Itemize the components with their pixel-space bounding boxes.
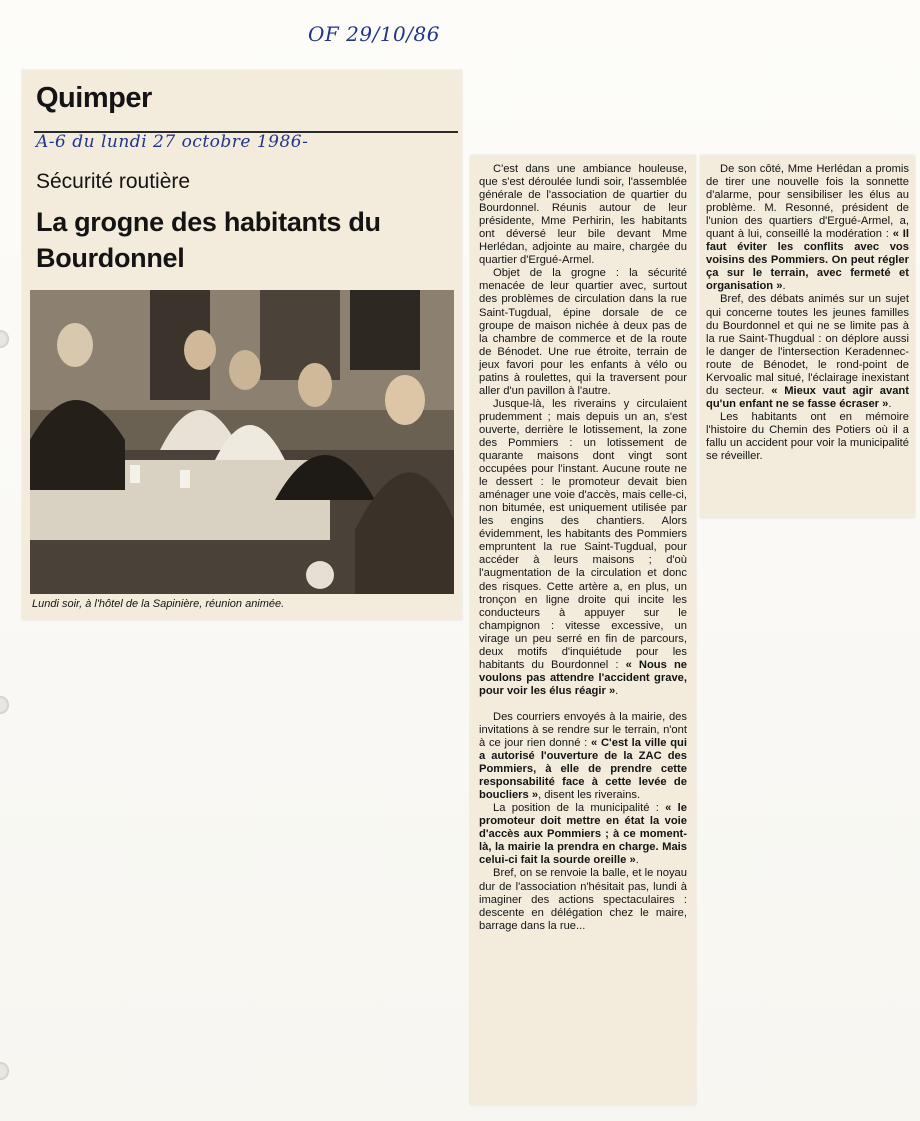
article-paragraph <box>706 411 909 463</box>
paragraph-text: Des courriers envoyés à la mairie, des invitations à se rendre sur le terrain, n'ont à ce jour rien donné : <box>479 710 687 750</box>
city-label: Quimper <box>36 82 152 114</box>
paragraph-text: Objet de la grogne : la sécurité menacée de leur quartier avec, surtout des problèmes de circulation dans la rue Saint-Tugdual, épine dorsale de ce groupe de maison nichée à deux pas de la chambre de commerce et de la route de Bénodet. Une rue étroite, terrain de jeux favori pour les enfants à vélo ou patins à roulettes, qui la traversent pour aller d'un pavillon à l'autre. <box>479 267 687 397</box>
paragraph-text: . <box>782 280 786 293</box>
paragraph-text: Bref, des débats animés sur un sujet qui concerne toutes les jeunes familles du Bourdonnel et qui ne se limite pas à la rue Saint-Thugdual : on déplore aussi le danger de l'intersection Keradennec-route de Bénodet, le rond-point de Kervoalic mal situé, l'éclairage inexistant du secteur. <box>706 293 909 397</box>
paragraph-text: . <box>635 854 639 867</box>
paragraph-text: C'est dans une ambiance houleuse, que s'est déroulée lundi soir, l'assemblée générale de l'association de quartier du Bourdonnel. Réunis autour de leur présidente, Mme Perhirin, les habitants ont déversé leur bile devant Mme Herlédan, adjointe au maire, chargée du quartier d'Ergué-Armel. <box>479 163 687 267</box>
article-paragraph <box>706 163 909 293</box>
meeting-photo <box>30 290 454 594</box>
article-paragraph <box>479 267 687 397</box>
paragraph-text: Jusque-là, les riverains y circulaient prudemment ; mais depuis un an, s'est ouverte, derrière le lotissement, la zone des Pommiers : un lotissement de quarante maisons dont vingt sont occupées pour l'instant. Aucune route ne le dessert : le promoteur devait bien aménager une voie d'accès, mais celle-ci, non bitumée, est uniquement utilisée par les engins des chantiers. Alors évidemment, les habitants des Pommiers empruntent la rue Saint-Tugdual, pour accéder à leurs maisons ; d'où l'augmentation de la circulation et donc des risques. Cette artère a, en plus, un tronçon en ligne droite qui incite les conducteurs à appuyer sur le champignon : vitesse excessive, un virage un peu serré en fin de parcours, deux motifs d'inquiétude pour les habitants du Bourdonnel : <box>479 397 687 671</box>
binder-hole <box>0 330 9 348</box>
paragraph-text: La position de la municipalité : <box>493 802 666 815</box>
quote-text: « Il faut éviter les conflits avec vos voisins des Pommiers. On peut régler ça sur le terrain, avec fermeté et organisation » <box>706 228 909 293</box>
binder-hole <box>0 1062 9 1080</box>
paragraph-text: Les habitants ont en mémoire l'histoire du Chemin des Potiers où il a fallu un accident pour voir la municipalité se réveiller. <box>706 410 909 463</box>
paragraph-text: . <box>615 684 619 697</box>
article-paragraph <box>479 711 687 802</box>
paragraph-text: Bref, on se renvoie la balle, et le noyau dur de l'association n'hésitait pas, lundi à imaginer des actions spectaculaires : descente en délégation chez le maire, barrage dans la rue... <box>479 867 687 932</box>
headline: La grogne des habitants du Bourdonnel <box>36 207 381 273</box>
article-paragraph <box>479 398 687 698</box>
paragraph-text: De son côté, Mme Herlédan a promis de tirer une nouvelle fois la sonnette d'alarme, pour sensibiliser les élus au problème. M. Resonné, président de l'union des quartiers d'Ergué-Armel, a, quant à lui, conseillé la modération : <box>706 163 909 241</box>
article-paragraph <box>479 802 687 867</box>
rubric: Sécurité routière <box>36 170 191 193</box>
article-paragraph <box>706 293 909 410</box>
paragraph-text: , disent les riverains. <box>538 789 641 802</box>
paragraph-text: . <box>888 397 892 410</box>
quote-text: « C'est la ville qui a autorisé l'ouverture de la ZAC des Pommiers, à elle de prendre cette responsabilité face à cette levée de boucliers » <box>479 737 687 802</box>
quote-text: « Nous ne voulons pas attendre l'accident grave, pour voir les élus réagir » <box>479 658 687 697</box>
archive-stamp: OF 29/10/86 <box>308 22 440 46</box>
article-paragraph <box>479 163 687 267</box>
quote-text: « le promoteur doit mettre en état la voie d'accès aux Pommiers ; à ce moment-là, la mairie la prendra en charge. Mais celui-ci fait la sourde oreille » <box>479 802 687 867</box>
handwritten-date: A-6 du lundi 27 octobre 1986- <box>36 132 309 152</box>
article-column-2 <box>706 163 909 463</box>
quote-text: « Mieux vaut agir avant qu'un enfant ne se fasse écraser » <box>706 384 909 410</box>
article-paragraph <box>479 867 687 932</box>
photo-caption: Lundi soir, à l'hôtel de la Sapinière, réunion animée. <box>32 598 285 610</box>
binder-hole <box>0 696 9 714</box>
article-column-1 <box>479 163 687 933</box>
